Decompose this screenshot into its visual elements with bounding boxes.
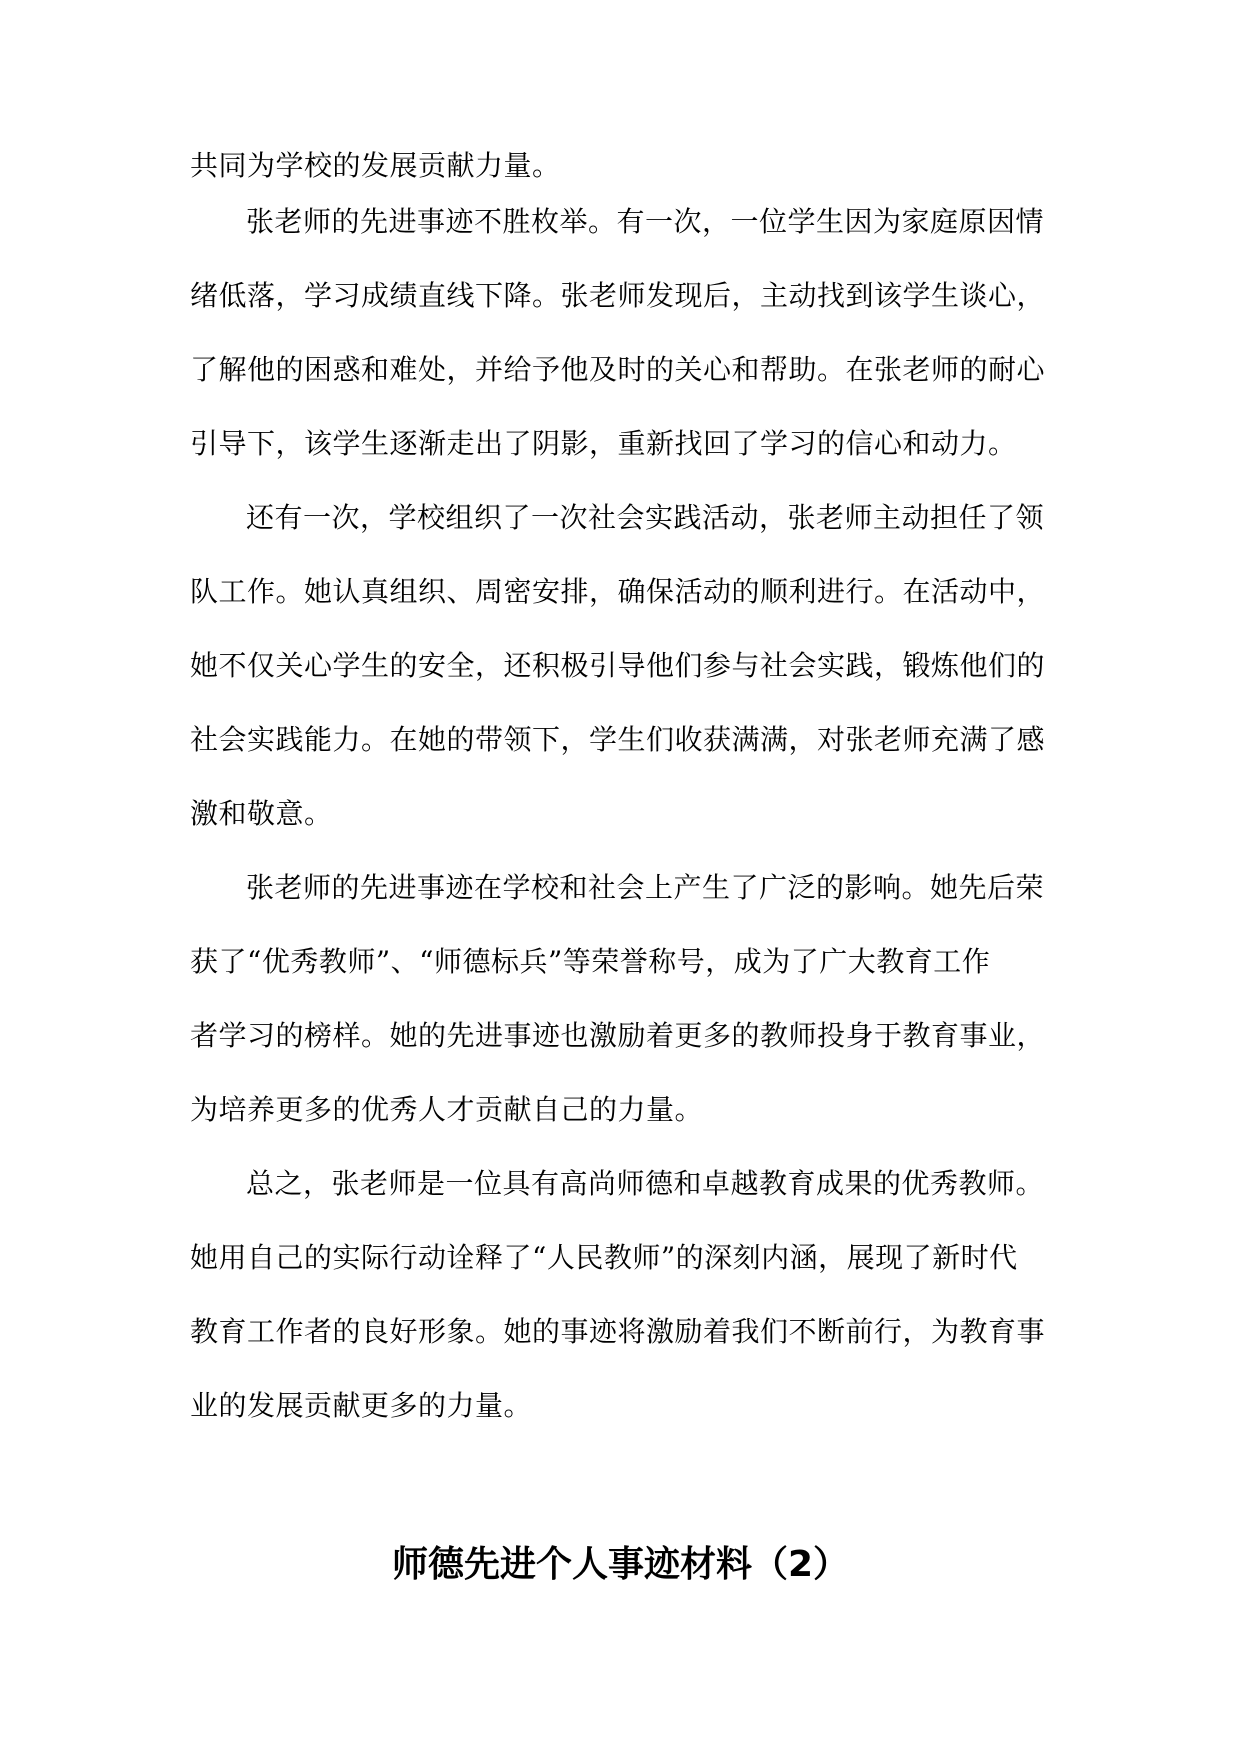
text-line: 获了“优秀教师”、“师德标兵”等荣誉称号，成为了广大教育工作 bbox=[190, 945, 991, 978]
text-line: 她用自己的实际行动诠释了“人民教师”的深刻内涵，展现了新时代 bbox=[190, 1241, 1018, 1274]
text-line: 社会实践能力。在她的带领下，学生们收获满满，对张老师充满了感 bbox=[190, 723, 1046, 756]
text-line: 绪低落，学习成绩直线下降。张老师发现后，主动找到该学生谈心， bbox=[190, 279, 1046, 312]
text-line: 业的发展贡献更多的力量。 bbox=[190, 1389, 533, 1422]
text-line: 激和敬意。 bbox=[190, 797, 333, 830]
text-line: 队工作。她认真组织、周密安排，确保活动的顺利进行。在活动中， bbox=[190, 575, 1046, 608]
text-line: 教育工作者的良好形象。她的事迹将激励着我们不断前行，为教育事 bbox=[190, 1315, 1046, 1348]
text-line: 为培养更多的优秀人才贡献自己的力量。 bbox=[190, 1093, 704, 1126]
text-line: 者学习的榜样。她的先进事迹也激励着更多的教师投身于教育事业， bbox=[190, 1019, 1046, 1052]
text-line: 引导下，该学生逐渐走出了阴影，重新找回了学习的信心和动力。 bbox=[190, 427, 1017, 460]
text-line: 共同为学校的发展贡献力量。 bbox=[190, 149, 561, 182]
section-title: 师德先进个人事迹材料（2） bbox=[391, 1544, 850, 1585]
text-line: 了解他的困惑和难处，并给予他及时的关心和帮助。在张老师的耐心 bbox=[190, 353, 1046, 386]
text-line: 还有一次，学校组织了一次社会实践活动，张老师主动担任了领 bbox=[246, 501, 1045, 534]
text-line: 张老师的先进事迹在学校和社会上产生了广泛的影响。她先后荣 bbox=[246, 871, 1045, 904]
text-line: 张老师的先进事迹不胜枚举。有一次，一位学生因为家庭原因情 bbox=[246, 205, 1045, 238]
text-line: 她不仅关心学生的安全，还积极引导他们参与社会实践，锻炼他们的 bbox=[190, 649, 1046, 682]
text-line: 总之，张老师是一位具有高尚师德和卓越教育成果的优秀教师。 bbox=[246, 1167, 1045, 1200]
